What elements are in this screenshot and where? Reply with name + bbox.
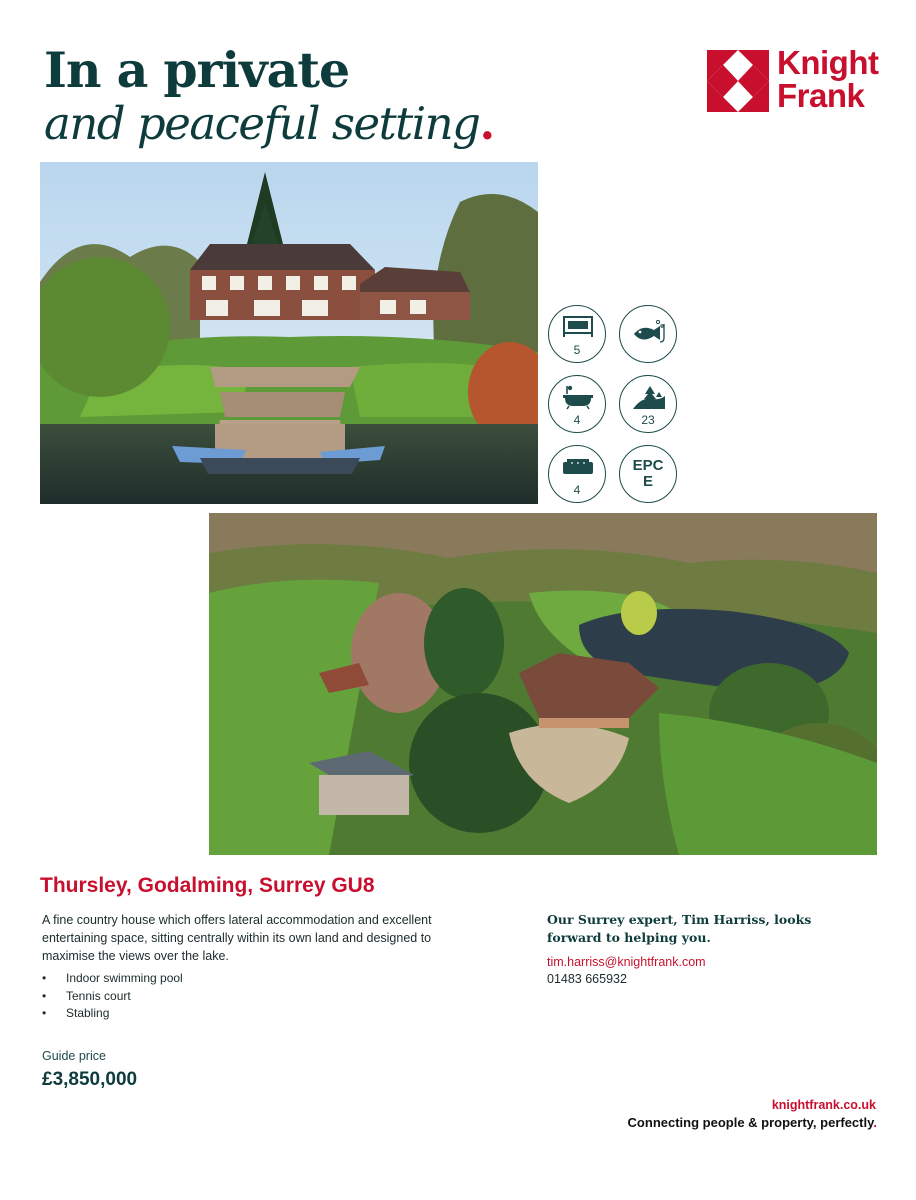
tagline-dot: . [873,1115,877,1130]
bath-icon [561,384,595,410]
epc-label: EPC [632,457,664,474]
agent-email-link[interactable]: tim.harriss@knightfrank.com [547,955,706,969]
epc-rating: E [642,473,653,490]
property-description: A fine country house which offers lateral accommodation and excellent entertaining space, sitting centrally within its own land and designed to maximise the views over the lake. [42,913,432,963]
agent-phone-number[interactable]: 01483 665932 [547,972,627,986]
guide-price-value: £3,850,000 [42,1069,138,1090]
agent-intro: Our Surrey expert, Tim Harriss, looks forward to helping you. [547,912,812,945]
logo-mark-icon [707,50,769,112]
headline-line-2 [44,98,494,150]
aerial-estate-photo [209,513,877,855]
sofa-icon [561,454,595,480]
brand-tagline [628,1115,877,1130]
highlight-item: • Indoor swimming pool [42,970,183,988]
website-link[interactable]: knightfrank.co.uk [771,1098,876,1112]
logo-wordmark [777,46,878,112]
feature-bathrooms [548,375,606,433]
logo-word-frank: Frank [777,77,865,114]
feature-epc-rating [619,445,677,503]
epc-text [620,458,676,490]
receptions-count: 4 [573,483,581,497]
bed-icon [561,314,595,340]
logo-word-knight: Knight [777,44,879,81]
bedrooms-count: 5 [573,343,581,357]
tagline-text: Connecting people & property, perfectly [627,1115,874,1130]
feature-bedrooms [548,305,606,363]
aerial-estate-image [209,513,877,855]
headline-line-1: In a private [44,41,350,99]
acreage-count: 23 [641,413,655,427]
highlight-item: • Tennis court [42,988,183,1006]
headline-line-2-text: and peaceful setting [44,97,480,150]
headline-dot: . [479,97,494,150]
land-icon [632,384,666,410]
property-highlights [42,970,183,1023]
feature-receptions [548,445,606,503]
house-lake-photo [40,162,538,504]
property-location: Thursley, Godalming, Surrey GU8 [40,874,375,897]
knight-frank-logo[interactable] [707,44,879,114]
bathrooms-count: 4 [573,413,581,427]
house-lake-image [40,162,538,504]
feature-acreage [619,375,677,433]
feature-fishing [619,305,677,363]
fish-icon [632,320,666,346]
highlight-item: • Stabling [42,1005,183,1023]
guide-price-label: Guide price [42,1049,106,1063]
